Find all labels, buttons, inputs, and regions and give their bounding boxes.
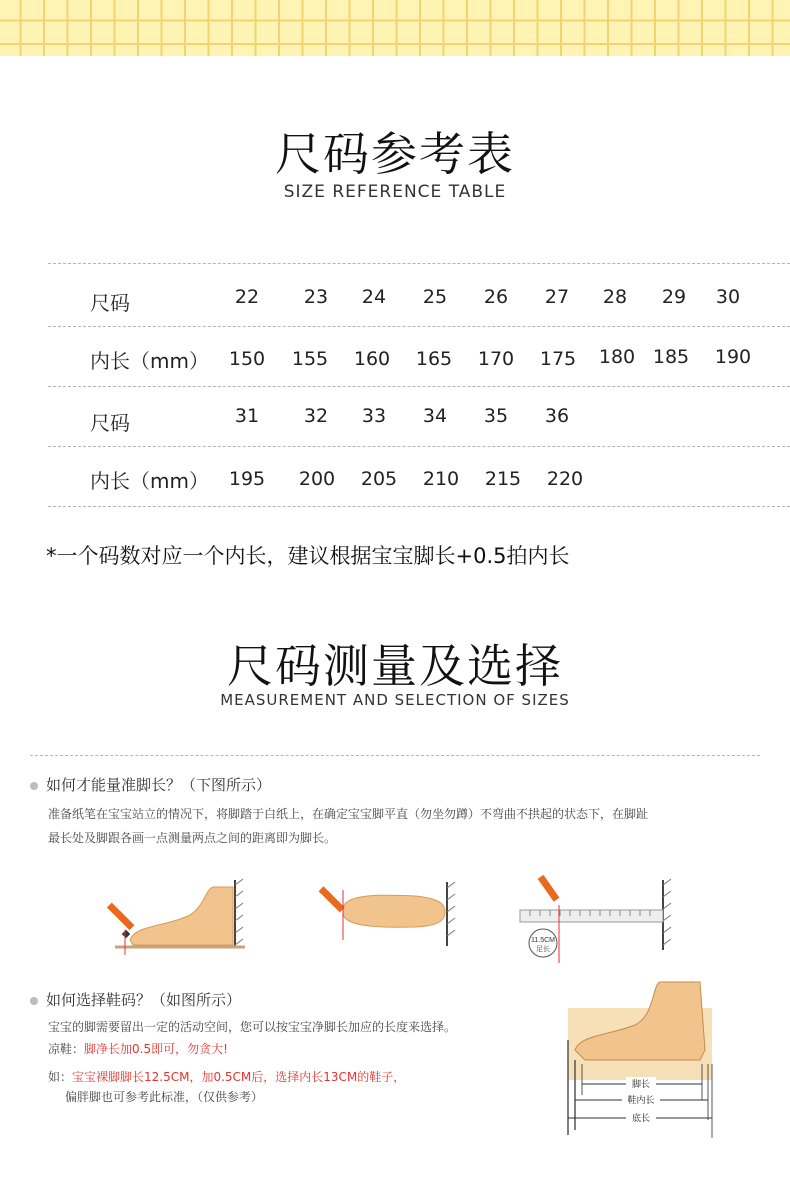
length-cell: 205: [360, 468, 398, 490]
measure-line-1: 准备纸笔在宝宝站立的情况下，将脚踏于白纸上，在确定宝宝脚平直（勿坐勿蹲）不弯曲不拱起的状态下，在脚趾: [48, 807, 649, 821]
divider: [48, 263, 790, 264]
size-cell: 33: [361, 405, 387, 427]
foot-top-illustration: [315, 880, 465, 950]
diagram-label-foot: 脚长: [631, 1079, 651, 1089]
length-cell: 165: [415, 348, 453, 370]
bullet-icon: [30, 782, 38, 790]
size-table-subtitle: SIZE REFERENCE TABLE: [283, 182, 507, 202]
question-select-text: 如何选择鞋码？（如图所示）: [46, 991, 242, 1009]
divider: [48, 506, 790, 507]
row-label-size: 尺码: [90, 291, 130, 315]
length-cell: 200: [298, 468, 336, 490]
length-cell: 150: [228, 348, 266, 370]
size-cell: 29: [661, 286, 687, 308]
divider: [48, 326, 790, 327]
foot-side-illustration: [95, 875, 255, 955]
ruler-label-bottom: 足长: [536, 946, 550, 953]
size-cell: 24: [361, 286, 387, 308]
length-cell: 195: [228, 468, 266, 490]
select-line-1: 宝宝的脚需要留出一定的活动空间，您可以按宝宝净脚长加应的长度来选择。: [48, 1020, 457, 1034]
ruler-label-top: 11.5CM: [531, 937, 555, 944]
size-cell: 22: [234, 286, 260, 308]
diagram-label-inner: 鞋内长: [627, 1095, 655, 1105]
length-cell: 210: [422, 468, 460, 490]
select-line-2: [48, 1038, 228, 1060]
size-cell: 34: [422, 405, 448, 427]
row-label-length: 内长（mm）: [90, 469, 209, 493]
size-cell: 23: [303, 286, 329, 308]
size-table-title: 尺码参考表: [275, 127, 515, 181]
length-cell: 180: [598, 346, 636, 368]
size-cell: 27: [544, 286, 570, 308]
select-line-2-red: 脚净长加0.5即可，勿贪大!: [84, 1042, 228, 1056]
measurement-title: 尺码测量及选择: [227, 639, 563, 693]
length-cell: 170: [477, 348, 515, 370]
measure-instructions: [48, 802, 748, 850]
size-cell: 26: [483, 286, 509, 308]
row-label-size: 尺码: [90, 411, 130, 435]
length-cell: 160: [353, 348, 391, 370]
divider: [48, 446, 790, 447]
size-note: *一个码数对应一个内长，建议根据宝宝脚长+0.5拍内长: [46, 544, 570, 568]
select-line-3-prefix: 如：: [48, 1070, 73, 1084]
length-cell: 175: [539, 348, 577, 370]
length-cell: 215: [484, 468, 522, 490]
size-cell: 36: [544, 405, 570, 427]
size-cell: 30: [715, 286, 741, 308]
measure-line-2: 最长处及脚跟各画一点测量两点之间的距离即为脚长。: [48, 831, 337, 845]
length-cell: 190: [714, 346, 752, 368]
divider: [48, 386, 790, 387]
size-cell: 32: [303, 405, 329, 427]
measurement-subtitle: MEASUREMENT AND SELECTION OF SIZES: [220, 691, 570, 709]
question-select: [30, 989, 241, 1010]
ruler-illustration: [515, 875, 675, 965]
header-grid-pattern: [0, 0, 790, 56]
shoe-size-diagram: [560, 980, 720, 1150]
select-line-3-red: 宝宝裸脚脚长12.5CM，加0.5CM后，选择内长13CM的鞋子，: [72, 1070, 406, 1084]
size-cell: 35: [483, 405, 509, 427]
bullet-icon: [30, 997, 38, 1005]
size-cell: 28: [602, 286, 628, 308]
select-line-2-prefix: 凉鞋：: [48, 1042, 85, 1056]
divider: [30, 755, 760, 756]
diagram-label-sole: 底长: [631, 1113, 651, 1123]
question-measure-text: 如何才能量准脚长？（下图所示）: [46, 776, 272, 794]
length-cell: 155: [291, 348, 329, 370]
question-measure: [30, 774, 271, 795]
size-cell: 31: [234, 405, 260, 427]
select-line-4: 偏胖脚也可参考此标准，（仅供参考）: [65, 1090, 264, 1104]
length-cell: 220: [546, 468, 584, 490]
length-cell: 185: [652, 346, 690, 368]
select-line-3: [48, 1066, 405, 1088]
size-cell: 25: [422, 286, 448, 308]
row-label-length: 内长（mm）: [90, 349, 209, 373]
